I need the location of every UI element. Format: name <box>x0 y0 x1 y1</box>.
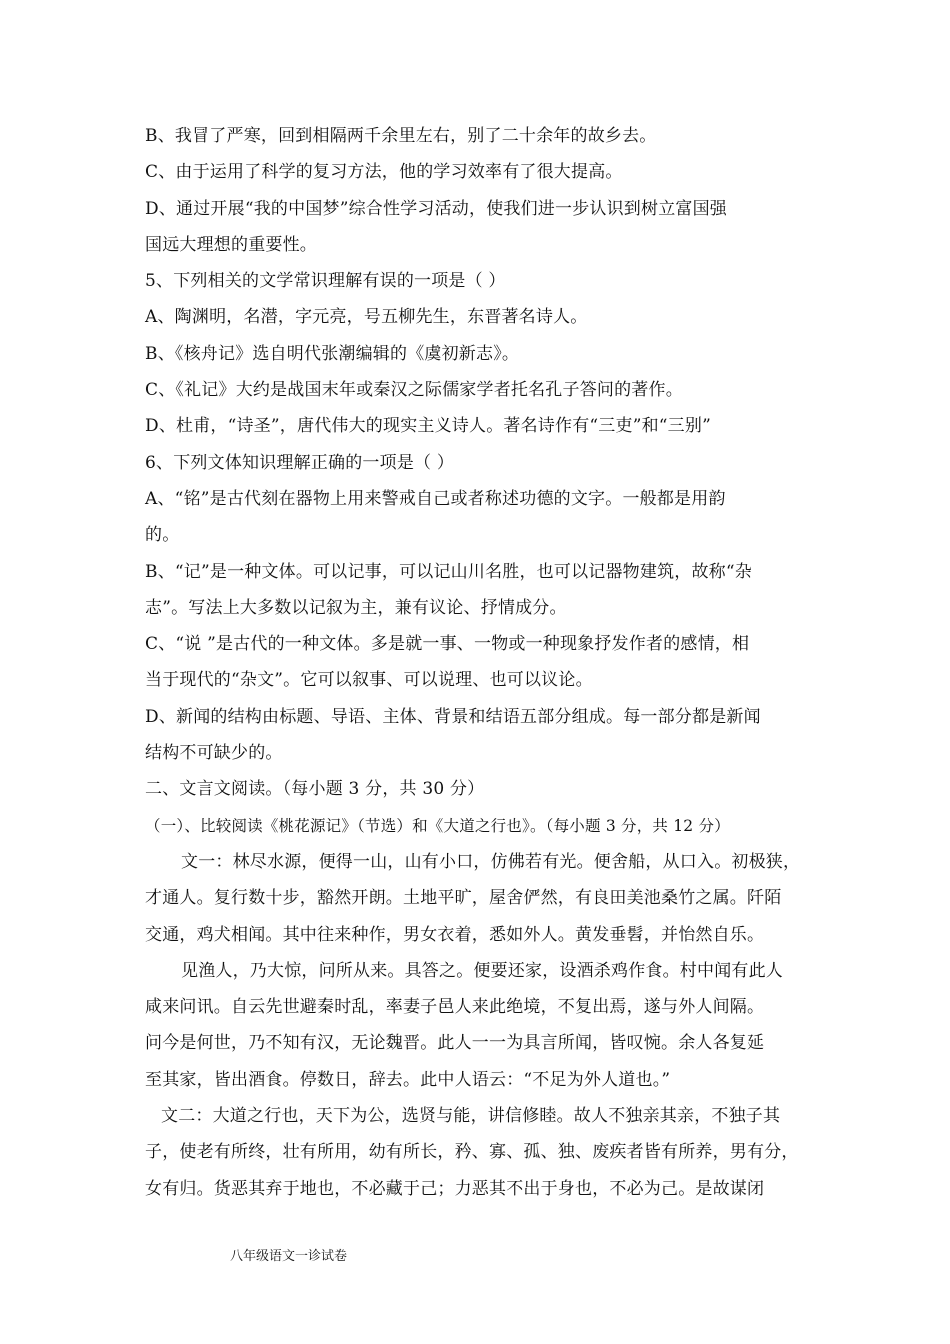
passage-line: 女有归。货恶其弃于地也，不必藏于己；力恶其不出于身也，不必为己。是故谋闭 <box>145 1178 765 1199</box>
page-body <box>145 118 815 1207</box>
question-5-stem: 5、下列相关的文学常识理解有误的一项是（ ） <box>145 271 506 292</box>
passage-line: 交通，鸡犬相闻。其中往来种作，男女衣着，悉如外人。黄发垂髫，并怡然自乐。 <box>145 924 765 945</box>
page-footer: 八年级语文一诊试卷 <box>230 1249 348 1264</box>
passage-line: 子，使老有所终，壮有所用，幼有所长，矜、寡、孤、独、废疾者皆有所养，男有分， <box>145 1142 799 1163</box>
text-line: A、“铭”是古代刻在器物上用来警戒自己或者称述功德的文字。一般都是用韵 <box>145 488 726 509</box>
passage-line: 至其家，皆出酒食。停数日，辞去。此中人语云：“不足为外人道也。” <box>145 1069 671 1090</box>
passage-line: 文二：大道之行也，天下为公，选贤与能，讲信修睦。故人不独亲其亲，不独子其 <box>161 1106 781 1127</box>
section-heading: 二、文言文阅读。（每小题 3 分，共 30 分） <box>145 779 485 800</box>
text-line: D、通过开展“我的中国梦”综合性学习活动，使我们进一步认识到树立富国强 <box>145 198 728 219</box>
text-line: D、新闻的结构由标题、导语、主体、背景和结语五部分组成。每一部分都是新闻 <box>145 706 761 727</box>
text-line: B、《核舟记》选自明代张潮编辑的《虞初新志》。 <box>145 343 520 364</box>
text-line: A、陶渊明，名潜，字元亮，号五柳先生，东晋著名诗人。 <box>145 307 588 328</box>
passage-line: 问今是何世，乃不知有汉，无论魏晋。此人一一为具言所闻，皆叹惋。余人各复延 <box>145 1033 765 1054</box>
text-line: C、“说 ”是古代的一种文体。多是就一事、一物或一种现象抒发作者的感情，相 <box>145 634 750 655</box>
text-line: 结构不可缺少的。 <box>145 743 283 764</box>
passage-line: 文一：林尽水源，便得一山，山有小口，仿佛若有光。便舍船，从口入。初极狭， <box>181 851 801 872</box>
text-line: 志”。写法上大多数以记叙为主，兼有议论、抒情成分。 <box>145 597 567 618</box>
subsection-heading: （一）、比较阅读《桃花源记》（节选）和《大道之行也》。（每小题 3 分，共 12 分） <box>145 816 730 835</box>
text-line: C、《礼记》大约是战国末年或秦汉之际儒家学者托名孔子答问的著作。 <box>145 380 683 401</box>
text-line: 当于现代的“杂文”。它可以叙事、可以说理、也可以议论。 <box>145 670 593 691</box>
text-line: D、杜甫，“诗圣”，唐代伟大的现实主义诗人。著名诗作有“三吏”和“三别” <box>145 416 711 437</box>
text-line: C、由于运用了科学的复习方法，他的学习效率有了很大提高。 <box>145 162 623 183</box>
question-6-stem: 6、下列文体知识理解正确的一项是（ ） <box>145 452 455 473</box>
passage-line: 见渔人，乃大惊，问所从来。具答之。便要还家，设酒杀鸡作食。村中闻有此人 <box>181 960 783 981</box>
text-line: 的。 <box>145 525 180 546</box>
passage-line: 才通人。复行数十步，豁然开朗。土地平旷，屋舍俨然，有良田美池桑竹之属。阡陌 <box>145 888 782 909</box>
text-line: B、我冒了严寒，回到相隔两千余里左右，别了二十余年的故乡去。 <box>145 126 657 146</box>
text-line: B、“记”是一种文体。可以记事，可以记山川名胜，也可以记器物建筑，故称“杂 <box>145 561 752 582</box>
text-line: 国远大理想的重要性。 <box>145 234 317 255</box>
passage-line: 咸来问讯。自云先世避秦时乱，率妻子邑人来此绝境，不复出焉，遂与外人间隔。 <box>145 997 765 1018</box>
